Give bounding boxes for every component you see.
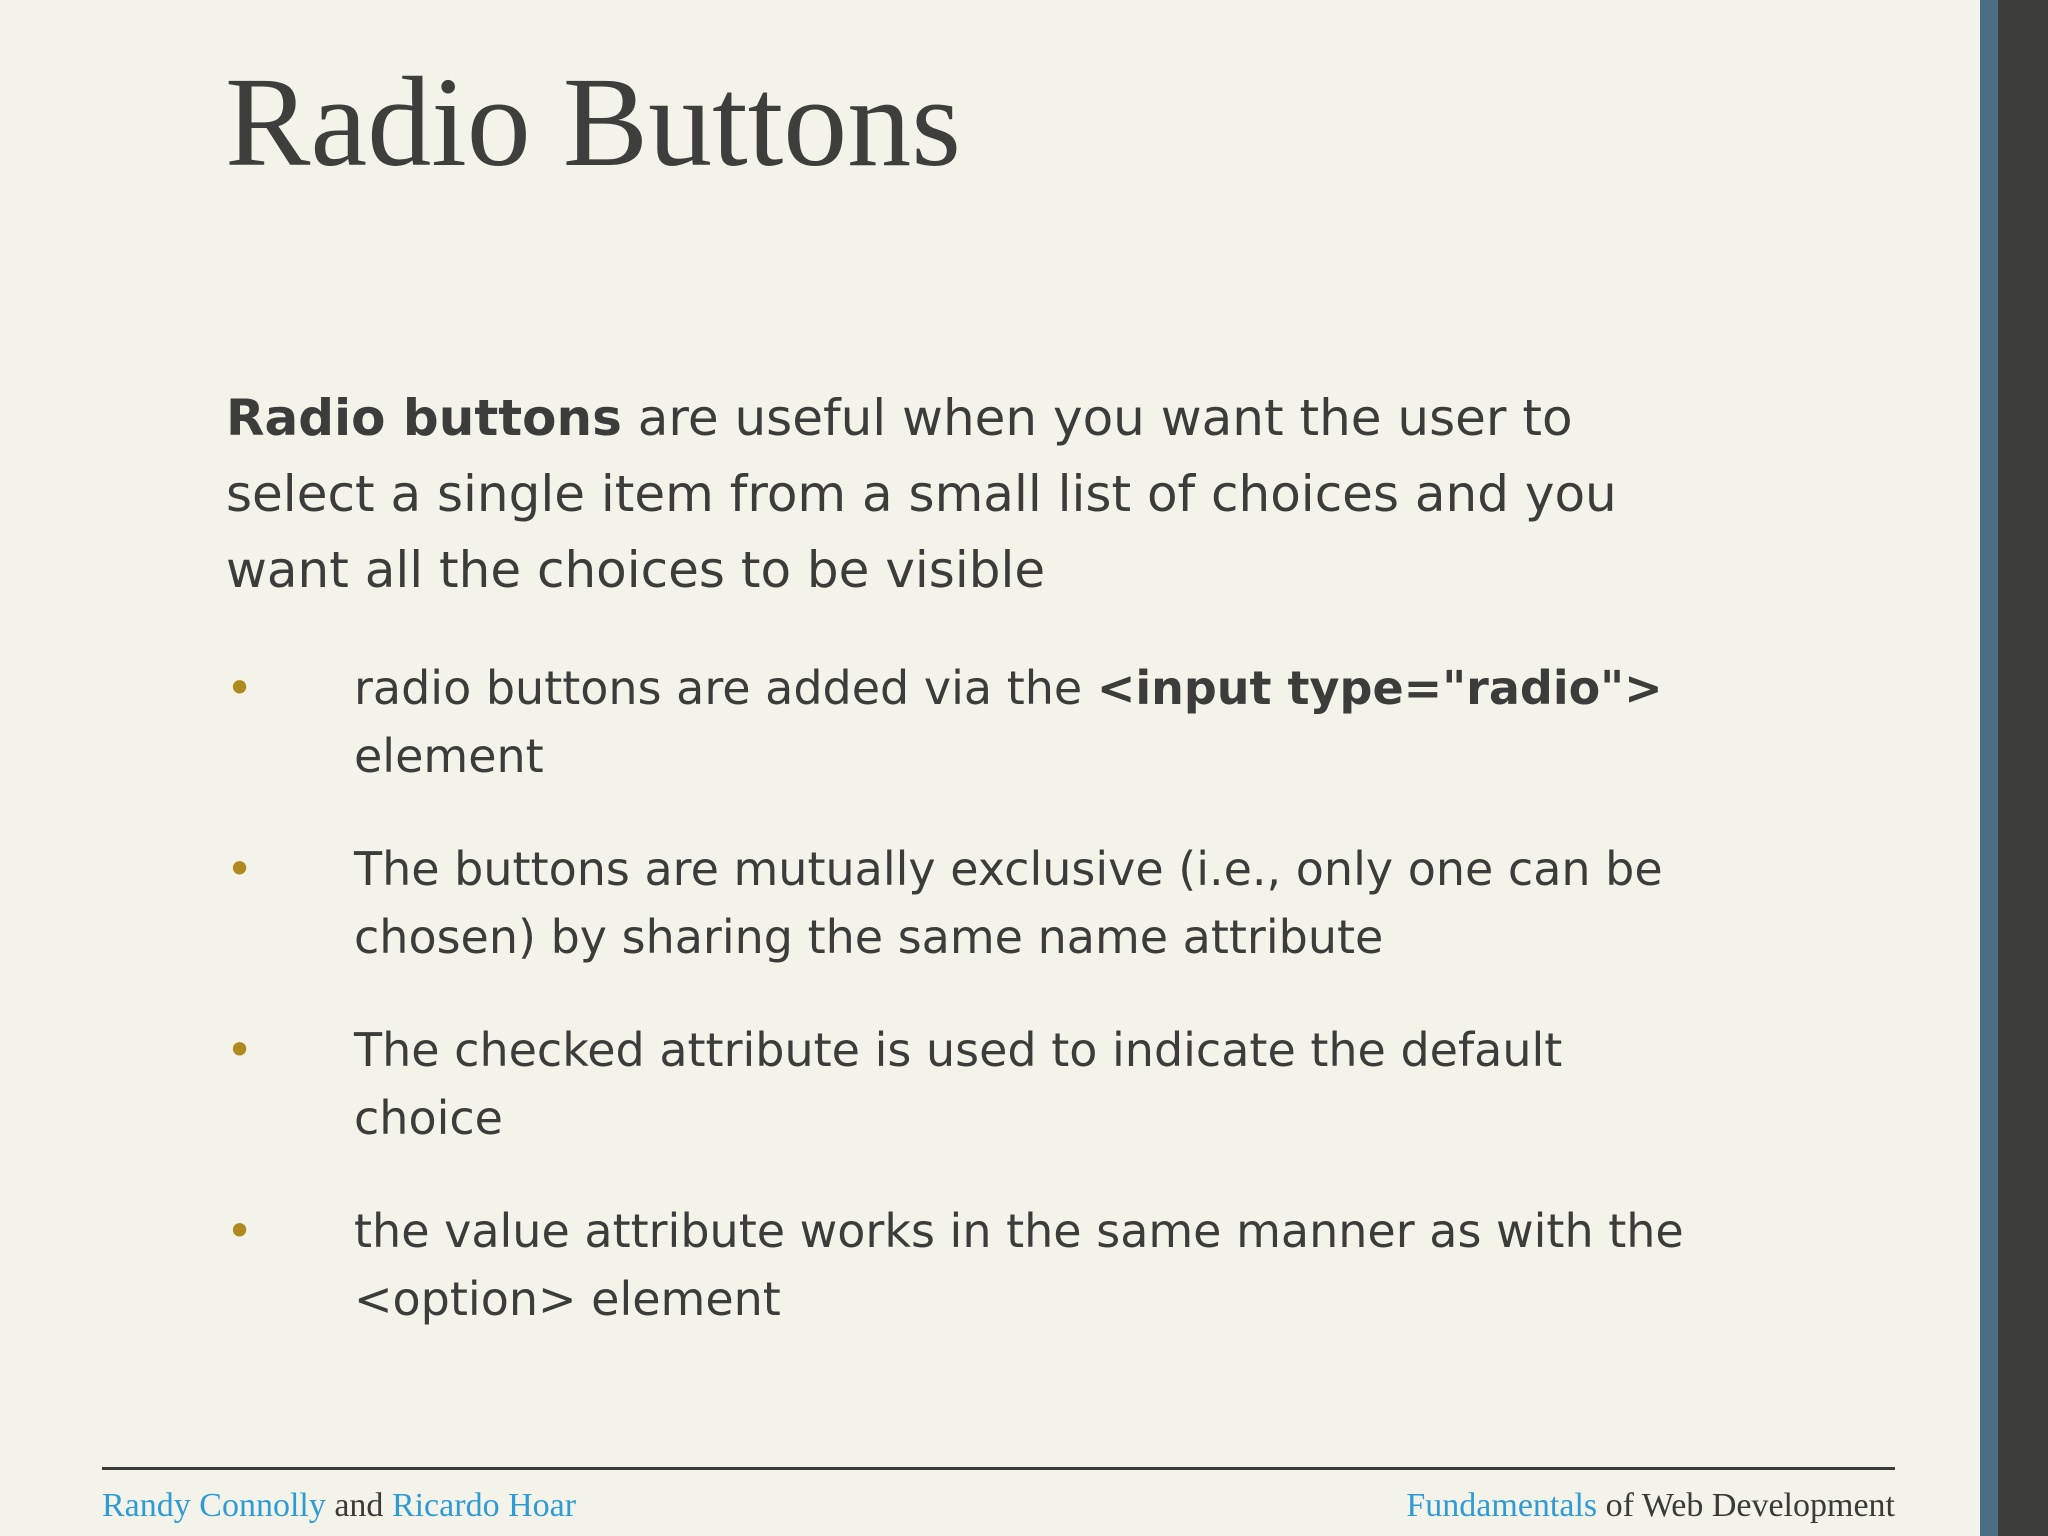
footer-conjunction: and — [325, 1487, 392, 1524]
intro-paragraph — [226, 380, 1666, 608]
slide-title: Radio Buttons — [225, 51, 962, 193]
bullet-item — [226, 654, 1686, 790]
bullet-text-after: element — [354, 729, 544, 783]
bullet-dot-icon: • — [226, 1204, 254, 1258]
bullet-item — [226, 835, 1686, 971]
bullet-text: The checked attribute is used to indicate the default choice — [354, 1023, 1563, 1145]
bullet-text — [354, 661, 1663, 783]
footer-book-accent: Fundamentals — [1406, 1487, 1598, 1524]
bullet-dot-icon: • — [226, 661, 254, 715]
bullet-dot-icon: • — [226, 842, 254, 896]
bullet-item — [226, 1016, 1686, 1152]
bullet-code: <input type="radio"> — [1096, 661, 1663, 715]
bullet-text: the value attribute works in the same manner as with the <option> element — [354, 1204, 1684, 1326]
footer-authors — [102, 1484, 576, 1528]
bullet-list — [226, 654, 1686, 1378]
footer-author-2: Ricardo Hoar — [391, 1487, 577, 1524]
intro-text: are useful when you want the user to select a single item from a small list of choices and you want all the choices to be visible — [226, 389, 1617, 599]
side-stripe-blue — [1980, 0, 1998, 1536]
footer-book-rest: of Web Development — [1597, 1487, 1895, 1524]
bullet-text-before: radio buttons are added via the — [354, 661, 1097, 715]
footer-book-title — [1406, 1484, 1895, 1528]
bullet-dot-icon: • — [226, 1023, 254, 1077]
footer-divider — [102, 1467, 1895, 1470]
intro-bold-term: Radio buttons — [226, 389, 622, 447]
footer-author-1: Randy Connolly — [102, 1487, 326, 1524]
bullet-text: The buttons are mutually exclusive (i.e., only one can be chosen) by sharing the same name attribute — [354, 842, 1663, 964]
bullet-item — [226, 1197, 1686, 1333]
side-stripe-dark — [1998, 0, 2048, 1536]
